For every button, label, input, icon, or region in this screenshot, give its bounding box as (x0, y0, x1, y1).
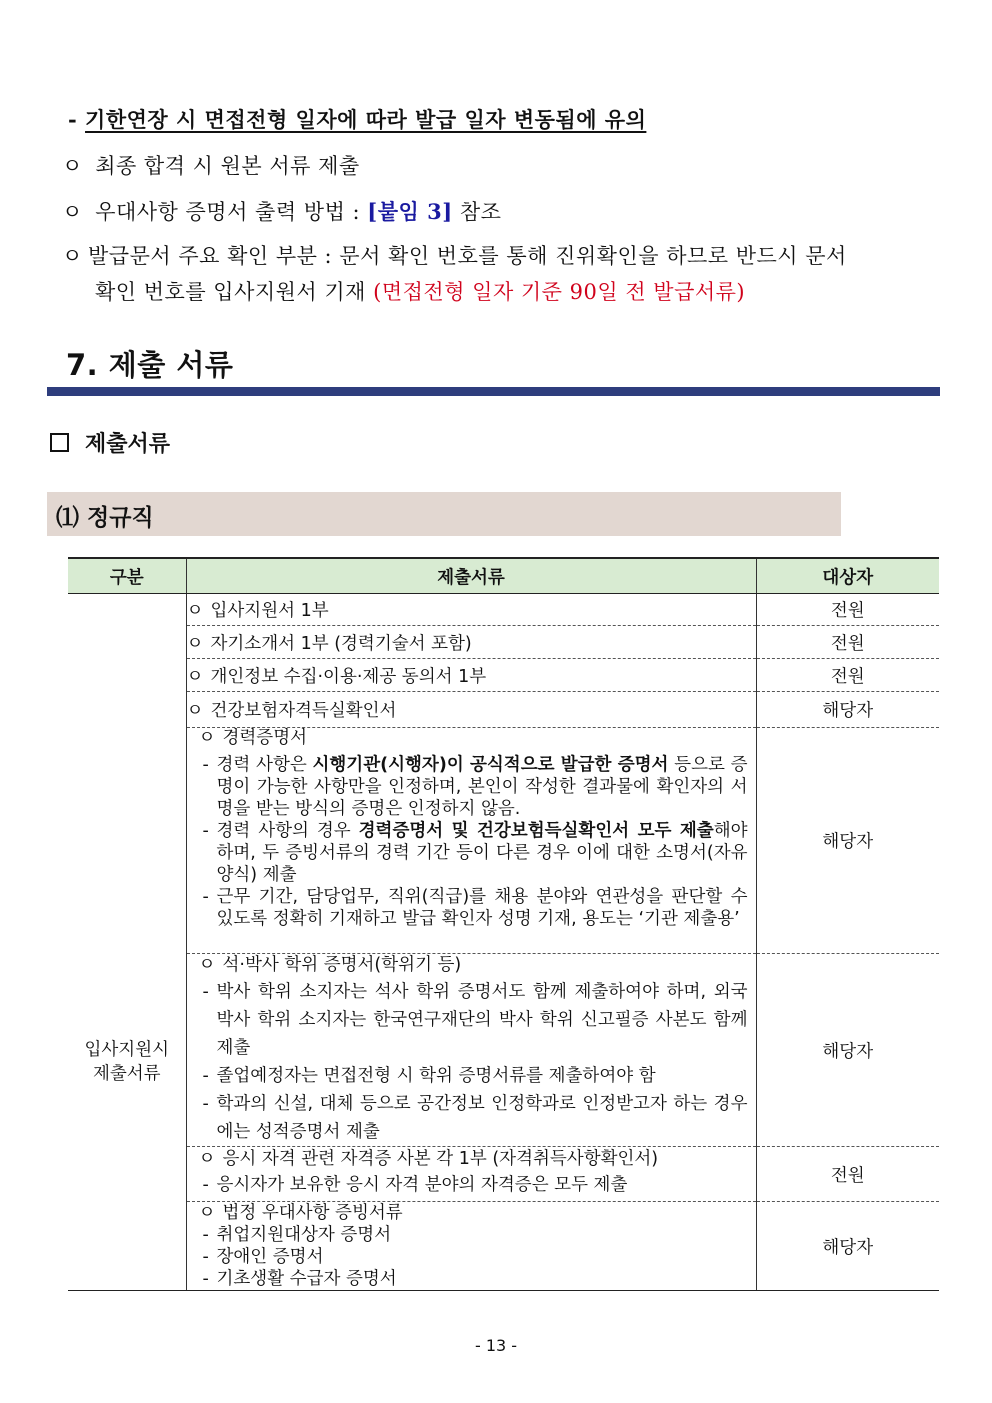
bullet-icon: ㅇ (186, 701, 204, 721)
table-row (68, 728, 939, 954)
document-name: 법정 우대사항 증빙서류 (222, 1203, 403, 1223)
sub-item: - 기초생활 수급자 증명서 (202, 1269, 397, 1289)
target-cell: 해당자 (756, 692, 939, 728)
document-name: 개인정보 수집·이용·제공 동의서 1부 (210, 666, 487, 687)
category-cell (68, 594, 186, 1291)
table-row (68, 692, 939, 728)
bullet-icon: ㅇ (198, 1149, 216, 1169)
bullet-icon: ㅇ (198, 728, 216, 748)
document-name: 석·박사 학위 증명서(학위기 등) (222, 955, 462, 975)
document-name: 건강보험자격득실확인서 (210, 701, 397, 721)
document-cell (186, 626, 756, 659)
section-divider (47, 387, 940, 396)
document-name: 입사지원서 1부 (210, 601, 329, 621)
note-text: 기한연장 시 면접전형 일자에 따라 발급 일자 변동됨에 유의 (85, 107, 647, 132)
issue-line-2: 확인 번호를 입사지원서 기재 (95, 280, 374, 304)
section-title: 7. 제출 서류 (66, 348, 234, 382)
appendix-reference: [붙임 3] (367, 199, 453, 224)
table-header-row (68, 558, 939, 594)
target-cell: 전원 (756, 594, 939, 626)
page-number: - 13 - (474, 1336, 518, 1355)
category-label: ⑴ 정규직 (56, 504, 154, 531)
sub-item: - 학과의 신설, 대체 등으로 공간정보 인정학과로 인정받고자 하는 경우에는 성적증명서 제출 (202, 1094, 748, 1142)
table-row (68, 659, 939, 692)
sub-item: - 근무 기간, 담당업무, 직위(직급)를 채용 분야와 연관성을 판단할 수 있도록 정확히 기재하고 발급 확인자 성명 기재, 용도는 ‘기관 제출용’ (202, 887, 748, 929)
note-dash: - (68, 107, 78, 132)
preference-text-b: 참조 (452, 200, 502, 224)
category-banner (47, 492, 841, 536)
issue-deadline-highlight: (면접전형 일자 기준 90일 전 발급서류) (373, 280, 746, 304)
bullet-icon: ㅇ (62, 154, 83, 178)
preference-text-a: 우대사항 증명서 출력 방법 : (95, 200, 368, 224)
header-target: 대상자 (756, 558, 939, 594)
sub-item: - 졸업예정자는 면접전형 시 학위 증명서류를 제출하여야 함 (202, 1066, 656, 1086)
target-cell: 전원 (756, 659, 939, 692)
table-row (68, 594, 939, 626)
document-cell (186, 692, 756, 728)
target-cell: 해당자 (756, 1202, 939, 1291)
document-name: 응시 자격 관련 자격증 사본 각 1부 (자격취득사항확인서) (222, 1149, 659, 1169)
target-cell: 전원 (756, 1147, 939, 1202)
document-cell (186, 594, 756, 626)
target-cell: 해당자 (756, 954, 939, 1147)
header-documents: 제출서류 (186, 558, 756, 594)
issued-document-note (62, 240, 942, 306)
sub-item: - 장애인 증명서 (202, 1247, 324, 1267)
table-row (68, 954, 939, 1147)
preference-cert-note (62, 196, 501, 226)
bullet-icon: ㅇ (198, 1203, 216, 1223)
bullet-icon: ㅇ (62, 244, 83, 268)
documents-table (68, 557, 939, 1291)
header-category: 구분 (68, 558, 186, 594)
document-cell (186, 954, 756, 1147)
final-pass-text: 최종 합격 시 원본 서류 제출 (95, 154, 360, 178)
document-name: 경력증명서 (222, 728, 308, 748)
document-cell (186, 659, 756, 692)
table-row (68, 626, 939, 659)
subsection-label: 제출서류 (85, 432, 171, 457)
sub-item: - 박사 학위 소지자는 석사 학위 증명서도 함께 제출하여야 하며, 외국 박사 학위 소지자는 한국연구재단의 박사 학위 신고필증 사본도 함께 제출 (202, 982, 748, 1058)
document-name: 자기소개서 1부 (경력기술서 포함) (210, 633, 472, 654)
checkbox-square-icon (50, 433, 69, 452)
sub-item: - 취업지원대상자 증명서 (202, 1225, 392, 1245)
bullet-icon: ㅇ (62, 200, 83, 224)
target-cell: 해당자 (756, 728, 939, 954)
sub-item: - 경력 사항의 경우 경력증명서 및 건강보험득실확인서 모두 제출해야 하며, 두 증빙서류의 경력 기간 등이 다른 경우 이에 대한 소명서(자유 양식) 제출 (202, 821, 748, 885)
target-cell: 전원 (756, 626, 939, 659)
bullet-icon: ㅇ (186, 633, 204, 654)
deadline-extension-note (68, 104, 646, 134)
category-line-1: 입사지원시 (84, 1040, 170, 1060)
bullet-icon: ㅇ (198, 955, 216, 975)
table-row (68, 1147, 939, 1202)
subsection-heading (50, 427, 170, 458)
sub-item: - 경력 사항은 시행기관(시행자)이 공식적으로 발급한 증명서 등으로 증명이 가능한 사항만을 인정하며, 본인이 작성한 결과물에 확인자의 서명을 받는 방식의 증명은 인정하지 않음. (202, 755, 748, 819)
document-cell (186, 1202, 756, 1291)
document-cell (186, 1147, 756, 1202)
document-cell (186, 728, 756, 954)
issue-line-1: 발급문서 주요 확인 부분 : 문서 확인 번호를 통해 진위확인을 하므로 반드시 문서 (88, 244, 847, 268)
category-line-2: 제출서류 (92, 1064, 161, 1084)
sub-item: - 응시자가 보유한 응시 자격 분야의 자격증은 모두 제출 (202, 1175, 628, 1195)
bullet-icon: ㅇ (186, 601, 204, 621)
final-pass-note (62, 150, 360, 180)
bullet-icon: ㅇ (186, 666, 204, 687)
table-row (68, 1202, 939, 1291)
